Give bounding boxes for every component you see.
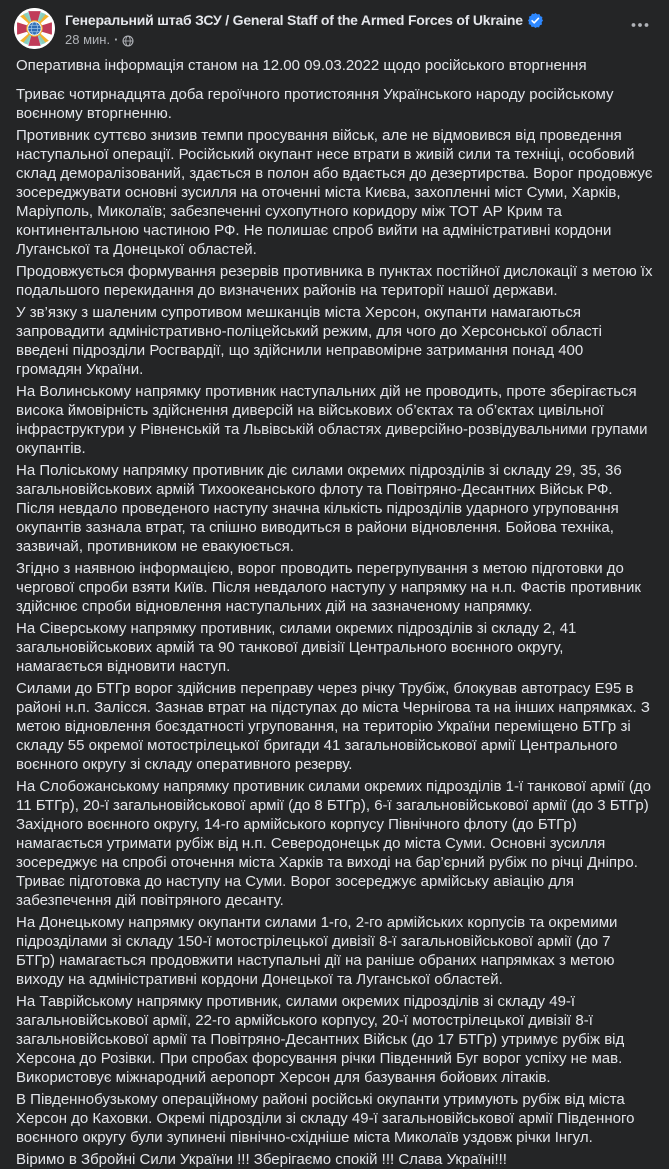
post-paragraph: Віримо в Збройні Сили України !!! Зберігаємо спокій !!! Слава Україні!!! [16,1151,507,1168]
post-paragraph: В Південнобузькому операційному районі російські окупанти утримують рубіж від міста Херсон до Каховки. Окремі підрозділи зі складу 49-ї загальновійськової армії Південного воєнного округу були зупинені північно-східніше міста Миколаїв уздовж річки Інгул. [16,1091,635,1146]
post-paragraph: На Волинському напрямку противник наступальних дій не проводить, проте зберігається висока ймовірність здійснення диверсій на військових об’єктах та об’єктах цивільної інфраструктури у Рівненській та Львівській областях диверсійно-розвідувальними групами окупантів. [16,383,648,457]
post-paragraph: Силами до БТГр ворог здійснив переправу через річку Трубіж, блокував автотрасу Е95 в районі н.п. Залісся. Зазнав втрат на підступах до міста Чернігова та на інших напрямках. З метою відновлення боєздатності угруповання, на територію України переміщено БТГр зі складу 55 окремої мотострілецької бригади 41 загальновійськової армії Центрального воєнного округу зі складу оперативного резерву. [16,680,650,773]
globe-public-icon [122,35,134,47]
post-header-info [65,8,543,48]
page-title-row [65,11,543,29]
post-paragraph: Продовжується формування резервів противника в пунктах постійної дислокації з метою їх подальшого перекидання до визначених районів на території нашої держави. [16,263,653,299]
general-staff-emblem-icon [14,8,55,49]
ellipsis-more-icon [630,15,650,35]
post-paragraph: На Таврійському напрямку противник, силами окремих підрозділів зі складу 49-ї загальновійськової армії, 22-го армійського корпусу, 20-ї мотострілецької дивізії 8-ї загальновійськової армії та Повітряно-Десантних Військ (до 17 БТГр) утримує рубіж від Херсона до Розівки. При спробах форсування річки Південний Буг ворог успіху не мав. Використовує міжнародний аеропорт Херсон для базування бойових літаків. [16,993,625,1086]
post-paragraph: У зв’язку з шаленим супротивом мешканців міста Херсон, окупанти намагаються запровадити адміністративно-поліцейський режим, для чого до Херсонської області введені підрозділи Росгвардії, що здійснили неправомірне затримання понад 400 громадян України. [16,304,603,378]
post-meta-row [65,32,543,48]
post-paragraph: Оперативна інформація станом на 12.00 09.03.2022 щодо російського вторгнення [16,57,587,74]
verified-badge-icon [528,13,543,28]
post-timestamp[interactable]: 28 мин. [65,32,111,47]
post-header [0,0,669,49]
post-paragraph: Триває чотирнадцята доба героїчного протистояння Українського народу російському воєнному вторгненню. [16,86,614,122]
post-paragraph: Противник суттєво знизив темпи просування військ, але не відмовився від проведення наступальної операції. Російський окупант несе втрати в живій сили та техніці, особовий склад деморалізований, здається в полон або вдається до дезертирства. Ворог продовжує зосереджувати основні зусилля на оточенні міста Києва, захопленні міст Суми, Харків, Маріуполь, Миколаїв; забезпеченні сухопутного коридору між ТОТ АР Крим та континентальною частиною РФ. Не полишає спроб вийти на адміністративні кордони Луганської та Донецької областей. [16,127,653,258]
post-options-button[interactable] [623,10,657,40]
meta-separator: · [114,32,119,47]
post-paragraph: На Поліському напрямку противник діє силами окремих підрозділів зі складу 29, 35, 36 загальновійськових армій Тихоокеанського флоту та Повітряно-Десантних Військ РФ. Після невдало проведеного наступу значна кількість підрозділів ударного угруповання окупантів зазнала втрат, та спішно виводиться в райони відновлення. Бойова техніка, зазвичай, противником не евакуюється. [16,462,622,555]
page-avatar[interactable] [14,8,55,49]
page-name-link[interactable]: Генеральний штаб ЗСУ / General Staff of the Armed Forces of Ukraine [65,12,523,28]
post-paragraph: На Слобожанському напрямку противник силами окремих підрозділів 1-ї танкової армії (до 11 БТГр), 20-ї загальновійськової армії (до 8 БТГр), 6-ї загальновійськової армії (до 3 БТГр) Західного воєнного округу, 14-го армійського корпусу Північного флоту (до БТГр) намагається утримати рубіж від н.п. Северодонецьк до міста Суми. Основні зусилля зосереджує на спробі оточення міста Харків та виході на бар’єрний рубіж по річці Дніпро. Триває підготовка до наступу на Суми. Ворог зосереджує армійську авіацію для забезпечення дій повітряного десанту. [16,778,651,909]
post-paragraph: На Донецькому напрямку окупанти силами 1-го, 2-го армійських корпусів та окремими підрозділами зі складу 150-ї мотострілецької дивізії 8-ї загальновійськової армії (до 7 БТГр) намагається продовжити наступальні дії на раніше обраних напрямках з метою виходу на адміністративні кордони Донецької та Луганської областей. [16,914,618,988]
post-paragraph: На Сіверському напрямку противник, силами окремих підрозділів зі складу 2, 41 загальновійськових армій та 90 танкової дивізії Центрального воєнного округу, намагається відновити наступ. [16,620,577,675]
post-text [0,49,669,1169]
post-paragraph: Згідно з наявною інформацією, ворог проводить перегрупування з метою підготовки до чергової спроби взяти Київ. Після невдалого наступу у напрямку на н.п. Фастів противник здійснює спроби відновлення наступальних дій на зазначеному напрямку. [16,560,641,615]
